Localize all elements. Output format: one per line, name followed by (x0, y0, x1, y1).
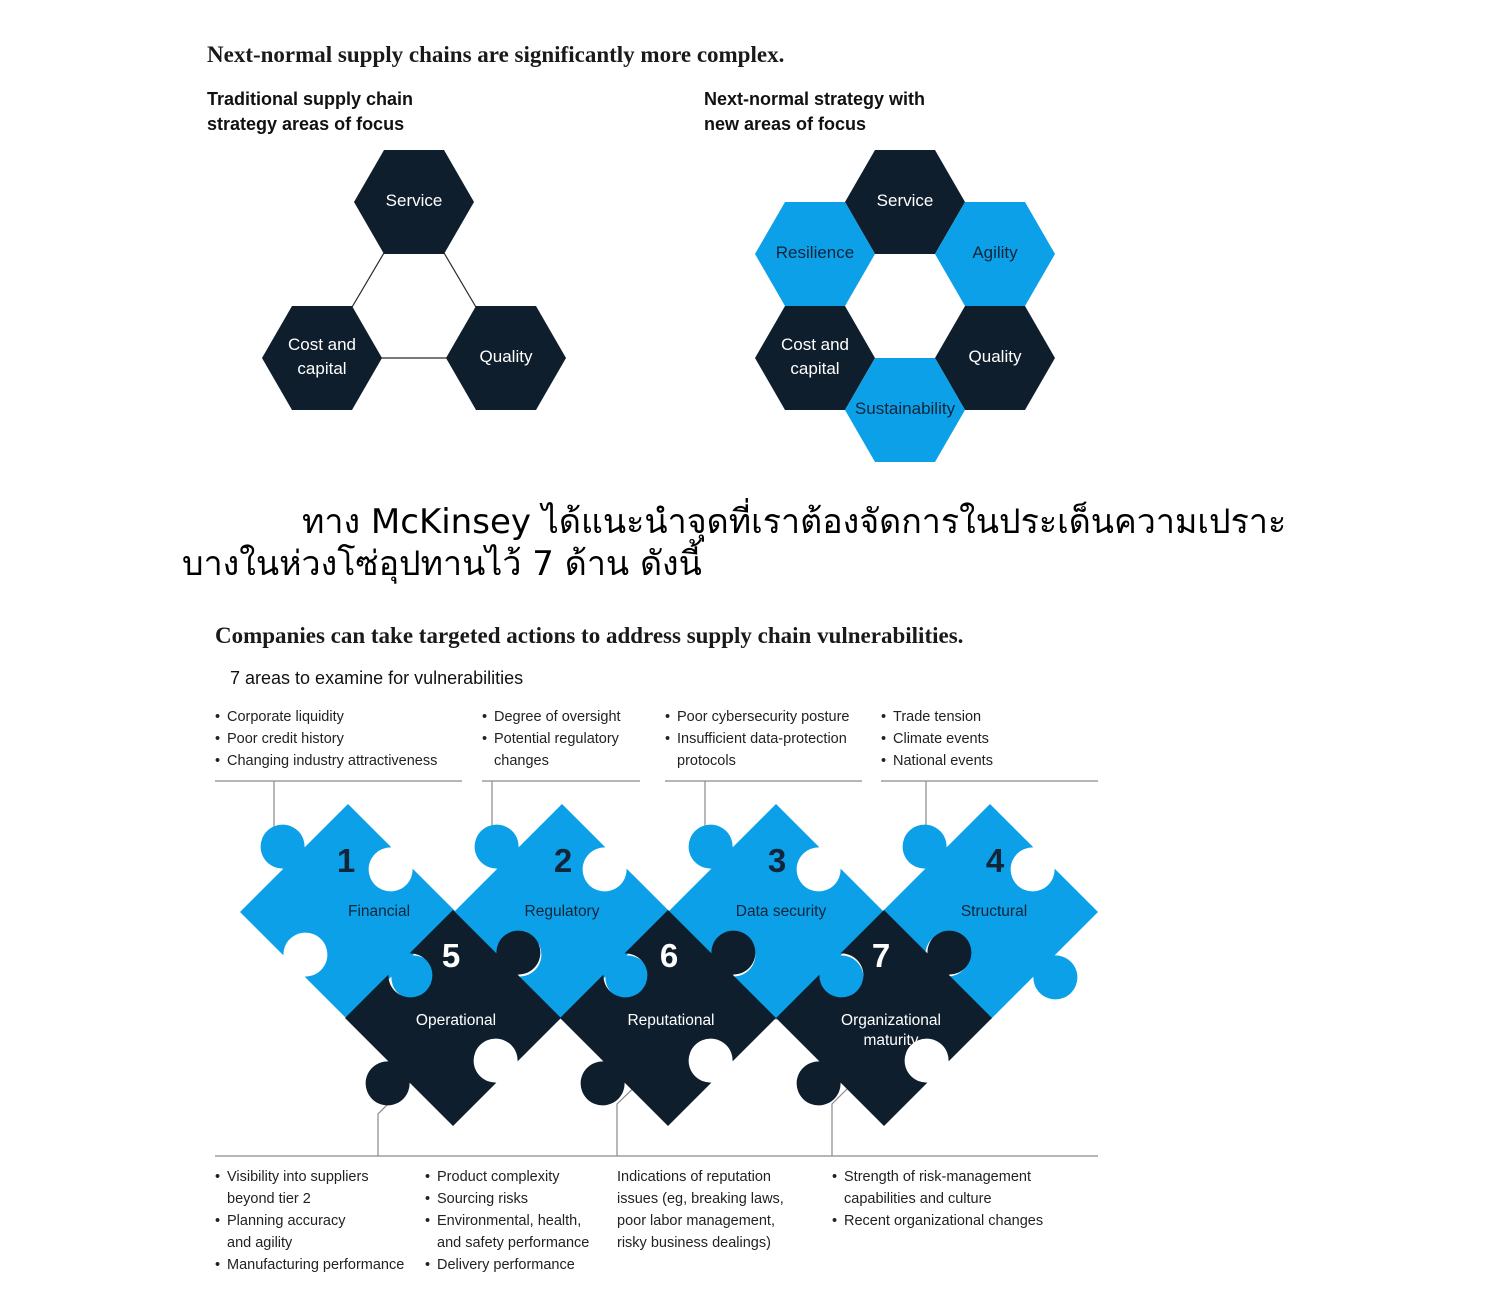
list-item: • Poor credit history (215, 728, 437, 750)
piece-label: Regulatory (524, 903, 600, 921)
list-item: • Delivery performance (425, 1254, 589, 1276)
piece-label: Organizational maturity (841, 1012, 941, 1050)
list-item: • Trade tension (881, 706, 993, 728)
list-item: • Corporate liquidity (215, 706, 437, 728)
list-item: • Manufacturing performance (215, 1254, 404, 1276)
next-normal-subtitle-line: Next-normal strategy with (704, 89, 926, 109)
reputational-factors-text: Indications of reputation issues (eg, breaking laws, poor labor management, risky business dealings) (617, 1169, 784, 1251)
list-item: • Changing industry attractiveness (215, 750, 437, 772)
hexagon-label: Service (876, 191, 934, 211)
list-item: • Poor cybersecurity posture (665, 706, 849, 728)
piece-label: Data security (735, 903, 827, 921)
list-item: • Strength of risk-management capabilities and culture (832, 1166, 1043, 1210)
list-item: • Product complexity (425, 1166, 589, 1188)
hexagon-label: Quality (968, 347, 1022, 367)
figure2-title: Companies can take targeted actions to address supply chain vulnerabilities. (215, 623, 964, 648)
operational-factors-list-a (215, 1166, 404, 1276)
list-item: • Sourcing risks (425, 1188, 589, 1210)
hexagon-label: Cost and capital (780, 335, 850, 379)
figure1-title: Next-normal supply chains are significantly more complex. (207, 42, 785, 67)
puzzle-piece-1 (240, 804, 456, 1020)
organizational-factors-list (832, 1166, 1043, 1232)
piece-number: 3 (767, 841, 787, 879)
traditional-subtitle-line: Traditional supply chain (207, 89, 414, 109)
hexagon-label: Cost and capital (287, 335, 357, 379)
piece-label: Reputational (627, 1012, 715, 1030)
list-item: • National events (881, 750, 993, 772)
piece-number: 6 (659, 936, 679, 974)
next-normal-subtitle-line: new areas of focus (704, 114, 867, 134)
list-item: • Environmental, health, and safety performance (425, 1210, 589, 1254)
thai-paragraph-line1: ทาง McKinsey ได้แนะนำจุดที่เราต้องจัดการในประเด็นความเปราะ (302, 502, 1287, 542)
list-item: • Climate events (881, 728, 993, 750)
piece-label: Operational (415, 1012, 497, 1030)
list-item: • Potential regulatory changes (482, 728, 621, 772)
piece-number: 2 (553, 841, 573, 879)
list-item: • Insufficient data-protection protocols (665, 728, 849, 772)
list-item: • Planning accuracy and agility (215, 1210, 404, 1254)
hexagon-label: Sustainability (854, 399, 956, 419)
list-item: • Visibility into suppliers beyond tier 2 (215, 1166, 404, 1210)
figure2-subtitle: 7 areas to examine for vulnerabilities (230, 668, 524, 688)
hexagon-label: Quality (479, 347, 533, 367)
thai-paragraph-line2: บางในห่วงโซ่อุปทานไว้ 7 ด้าน ดังนี้ (182, 544, 702, 584)
hexagon-label: Resilience (775, 243, 855, 263)
piece-label: Financial (347, 903, 411, 921)
piece-number: 7 (871, 936, 891, 974)
piece-number: 4 (985, 841, 1005, 879)
hexagon-label: Agility (972, 243, 1018, 263)
list-item: • Degree of oversight (482, 706, 621, 728)
list-item: • Recent organizational changes (832, 1210, 1043, 1232)
operational-factors-list-b (425, 1166, 589, 1276)
hexagon-label: Service (385, 191, 443, 211)
traditional-subtitle-line: strategy areas of focus (207, 114, 405, 134)
piece-number: 1 (336, 841, 356, 879)
piece-label: Structural (960, 903, 1028, 921)
piece-number: 5 (441, 936, 461, 974)
